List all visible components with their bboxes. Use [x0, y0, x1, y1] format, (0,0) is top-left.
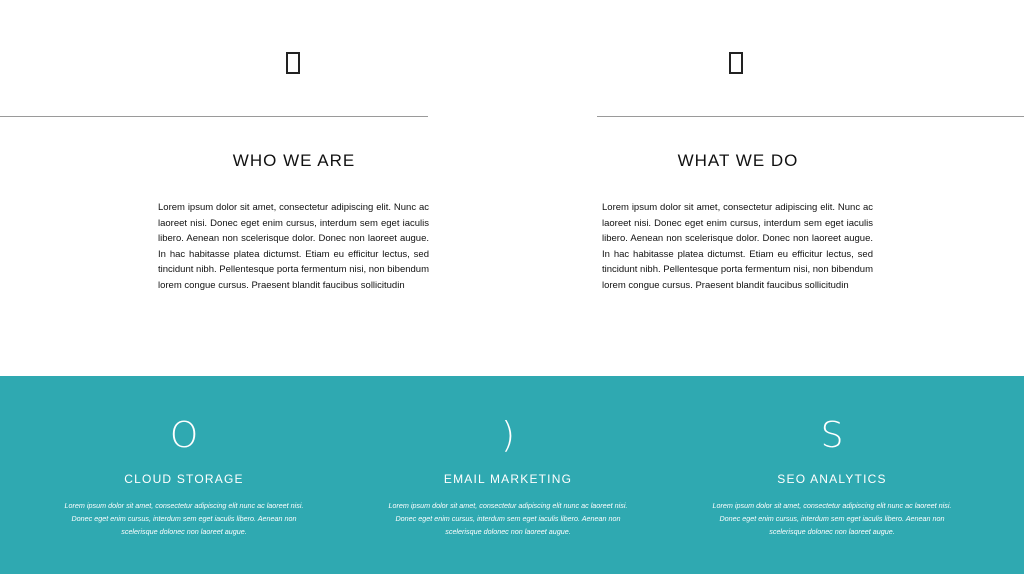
- section-body-text: Lorem ipsum dolor sit amet, consectetur adipiscing elit. Nunc ac laoreet nisi. Donec eget enim cursus, interdum sem eget iaculis libero. Aenean non scelerisque dolor. Donec non laoreet augue. In hac habitasse platea dictumst. Etiam eu efficitur lectus, sed tincidunt nibh. Pellentesque porta fermentum nisi, non bibendum lorem congue cursus. Praesent blandit faucibus sollicitudin: [602, 202, 873, 291]
- missing-glyph-box-icon: [729, 52, 743, 74]
- email-icon: ): [500, 415, 516, 456]
- section-divider: [0, 116, 428, 117]
- service-cloud-storage: [34, 376, 334, 574]
- what-we-do-section: [597, 0, 1024, 376]
- section-title: WHAT WE DO: [677, 151, 799, 170]
- service-title: CLOUD STORAGE: [124, 472, 244, 486]
- analytics-icon: S: [820, 415, 844, 456]
- service-description: Lorem ipsum dolor sit amet, consectetur adipiscing elit nunc ac laoreet nisi. Donec eget enim cursus, interdum sem eget iaculis libero. Aenean non scelerisque dolonec non laoreet augue.: [388, 501, 628, 536]
- section-title: WHO WE ARE: [232, 151, 356, 170]
- service-description: Lorem ipsum dolor sit amet, consectetur adipiscing elit nunc ac laoreet nisi. Donec eget enim cursus, interdum sem eget iaculis libero. Aenean non scelerisque dolonec non laoreet augue.: [64, 501, 304, 536]
- service-email-marketing: [358, 376, 658, 574]
- service-seo-analytics: [682, 376, 982, 574]
- who-we-are-section: [0, 0, 428, 376]
- service-title: SEO ANALYTICS: [777, 472, 887, 486]
- section-body-text: Lorem ipsum dolor sit amet, consectetur adipiscing elit. Nunc ac laoreet nisi. Donec eget enim cursus, interdum sem eget iaculis libero. Aenean non scelerisque dolor. Donec non laoreet augue. In hac habitasse platea dictumst. Etiam eu efficitur lectus, sed tincidunt nibh. Pellentesque porta fermentum nisi, non bibendum lorem congue cursus. Praesent blandit faucibus sollicitudin: [158, 202, 429, 291]
- cloud-icon: O: [169, 415, 199, 456]
- service-description: Lorem ipsum dolor sit amet, consectetur adipiscing elit nunc ac laoreet nisi. Donec eget enim cursus, interdum sem eget iaculis libero. Aenean non scelerisque dolonec non laoreet augue.: [712, 501, 952, 536]
- service-title: EMAIL MARKETING: [443, 472, 573, 486]
- missing-glyph-box-icon: [286, 52, 300, 74]
- services-band: [0, 376, 1024, 574]
- section-divider: [597, 116, 1024, 117]
